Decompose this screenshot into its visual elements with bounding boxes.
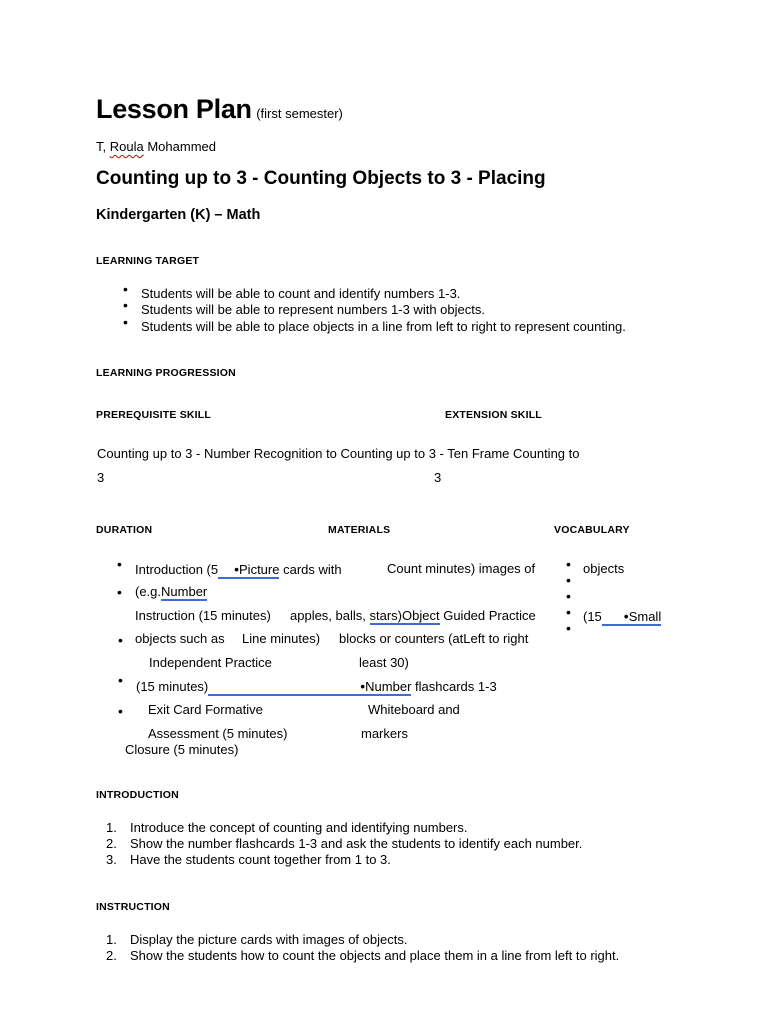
- spellcheck-flagged-word[interactable]: Roula: [109, 139, 144, 154]
- column-text: markers: [361, 726, 408, 741]
- bullet-icon: •: [123, 314, 128, 330]
- bullet-icon: •: [566, 620, 571, 636]
- vocabulary-heading: VOCABULARY: [554, 524, 630, 536]
- learning-target-item: Students will be able to represent numbers 1-3 with objects.: [141, 302, 485, 317]
- bullet-icon: •: [566, 604, 571, 620]
- grade-subject: Kindergarten (K) – Math: [96, 207, 261, 223]
- column-text: (e.g.Number: [135, 584, 208, 599]
- bullet-icon: •: [117, 584, 122, 600]
- bullet-icon: •: [118, 632, 123, 648]
- learning-target-item: Students will be able to place objects in a line from left to right to represent counting.: [141, 319, 626, 334]
- grammar-flagged-text[interactable]: Number: [161, 584, 208, 599]
- introduction-list: [96, 820, 582, 868]
- column-text: Count minutes) images of: [387, 561, 536, 576]
- column-text: Whiteboard and: [368, 702, 460, 717]
- grammar-flagged-text[interactable]: •Number: [360, 678, 412, 694]
- grammar-flag-underline[interactable]: [602, 609, 624, 626]
- instruction-heading: INSTRUCTION: [96, 901, 170, 913]
- materials-heading: MATERIALS: [328, 524, 391, 536]
- instruction-list: [96, 932, 619, 964]
- grammar-flag-underline[interactable]: [208, 679, 360, 696]
- learning-target-heading: LEARNING TARGET: [96, 255, 200, 267]
- column-text: Introduction (5 •Picture cards with: [135, 561, 342, 577]
- column-text: apples, balls, stars)Object Guided Practice: [290, 608, 536, 623]
- progression-text-cont: 3: [97, 470, 105, 485]
- grammar-flagged-text[interactable]: •Picture: [234, 561, 280, 577]
- column-text: Independent Practice: [149, 655, 272, 670]
- bullet-icon: •: [566, 572, 571, 588]
- column-text: Instruction (15 minutes): [135, 608, 271, 623]
- bullet-icon: •: [118, 703, 123, 719]
- grammar-flagged-text[interactable]: •Small: [623, 608, 662, 624]
- bullet-icon: •: [123, 281, 128, 297]
- list-item: 2. Show the students how to count the objects and place them in a line from left to right.: [106, 948, 620, 963]
- bullet-icon: •: [566, 556, 571, 572]
- progression-text: Counting up to 3 - Number Recognition to Counting up to 3 - Ten Frame Counting to: [97, 446, 580, 461]
- bullet-icon: •: [566, 588, 571, 604]
- bullet-icon: •: [118, 672, 123, 688]
- extension-skill-heading: EXTENSION SKILL: [445, 409, 542, 421]
- column-text: least 30): [359, 655, 409, 670]
- list-item: 1. Introduce the concept of counting and identifying numbers.: [106, 820, 468, 835]
- bullet-icon: •: [117, 556, 122, 572]
- list-item: 3. Have the students count together from 1 to 3.: [106, 852, 391, 867]
- column-text: Line minutes): [242, 631, 321, 646]
- learning-target-item: Students will be able to count and identify numbers 1-3.: [141, 286, 461, 301]
- column-text: (15 minutes) •Number flashcards 1-3: [136, 678, 497, 694]
- column-text: Exit Card Formative: [148, 702, 263, 717]
- list-item: 2. Show the number flashcards 1-3 and ask the students to identify each number.: [106, 836, 583, 851]
- vocabulary-item: (15 •Small: [583, 608, 662, 624]
- column-text: blocks or counters (atLeft to right: [339, 631, 529, 646]
- prerequisite-skill-heading: PREREQUISITE SKILL: [96, 409, 212, 421]
- column-text: objects such as: [135, 631, 225, 646]
- lesson-title: Counting up to 3 - Counting Objects to 3 - Placing: [96, 168, 546, 189]
- grammar-flagged-text[interactable]: stars)Object: [369, 608, 440, 623]
- column-text: Assessment (5 minutes): [148, 726, 288, 741]
- list-item: 1. Display the picture cards with images of objects.: [106, 932, 408, 947]
- document-title: Lesson Plan (first semester): [96, 94, 343, 124]
- introduction-heading: INTRODUCTION: [96, 789, 179, 801]
- column-text: Closure (5 minutes): [125, 742, 239, 757]
- bullet-icon: •: [123, 297, 128, 313]
- grammar-flag-underline[interactable]: [218, 562, 234, 579]
- duration-heading: DURATION: [96, 524, 153, 536]
- progression-text-cont: 3: [434, 470, 442, 485]
- author-line: T, Roula Mohammed: [96, 139, 216, 154]
- learning-progression-heading: LEARNING PROGRESSION: [96, 367, 236, 379]
- vocabulary-item: objects: [583, 561, 625, 576]
